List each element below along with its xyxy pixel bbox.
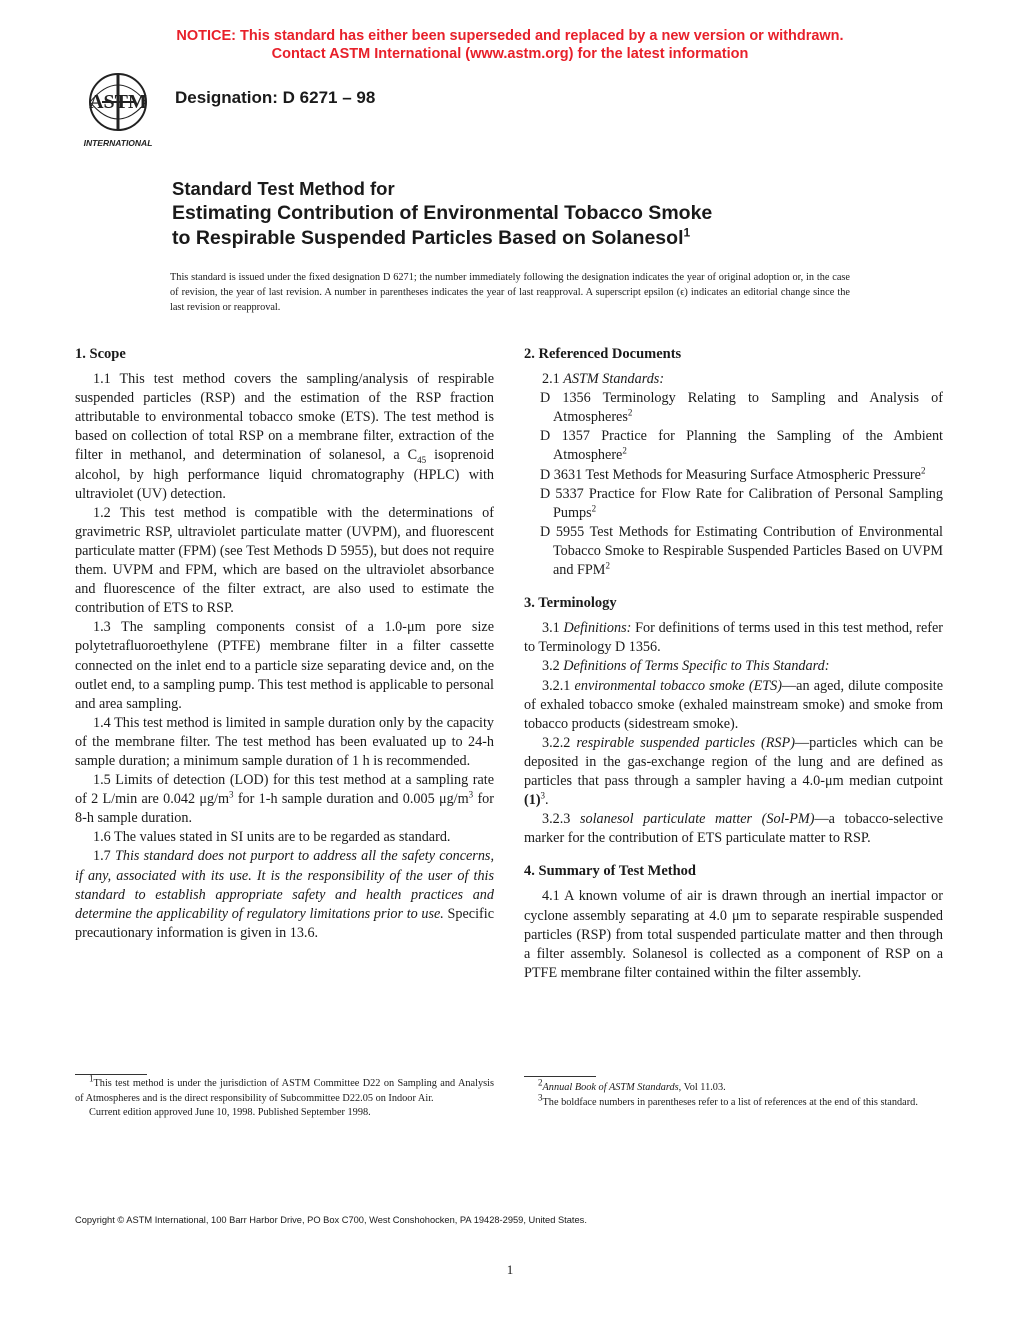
document-title xyxy=(172,176,892,251)
footnote-rule xyxy=(75,1074,147,1075)
title-footnote-mark: 1 xyxy=(683,225,691,240)
scope-1-2: 1.2 This test method is compatible with the determinations of gravimetric RSP, ultraviolet particulate matter (UVPM), and fluorescent particulate matter (FPM) (see Test Methods D 5955), but does not require them. UVPM and FPM, which are based on the ultraviolet absorbance and fluorescence of the filter extract, are also used to estimate the contribution of ETS to RSP. xyxy=(75,504,494,617)
summary-heading: 4. Summary of Test Method xyxy=(524,863,696,880)
astm-logo xyxy=(72,72,164,150)
scope-1-3: 1.3 The sampling components consist of a 1.0-μm pore size polytetrafluoroethylene (PTFE) membrane filter in a filter cassette connected on the inlet end to a particle size separating device and, on the outlet end, to a sampling pump. This test method is applicable to personal and area sampling. xyxy=(75,619,494,712)
term-3-2: 3.2 Definitions of Terms Specific to This Standard: xyxy=(542,658,830,675)
term-3-1: 3.1 Definitions: For definitions of terms used in this test method, refer to Terminology D 1356. xyxy=(524,620,944,656)
title-line-1: Standard Test Method for xyxy=(172,178,395,199)
footnote-1-edition: Current edition approved June 10, 1998. Published September 1998. xyxy=(89,1107,371,1118)
terminology-heading: 3. Terminology xyxy=(524,595,617,612)
term-3-2-1: 3.2.1 environmental tobacco smoke (ETS)—an aged, dilute composite of exhaled tobacco smoke (exhaled mainstream smoke) and smoke from tobacco products (sidestream smoke). xyxy=(524,677,943,732)
ref-d5955: D 5955 Test Methods for Estimating Contribution of Environmental Tobacco Smoke to Respirable Suspended Particles Based on UVPM and FPM$^2$ xyxy=(540,523,943,579)
title-line-3: to Respirable Suspended Particles Based on Solanesol xyxy=(172,227,684,249)
term-3-2-3: 3.2.3 solanesol particulate matter (Sol-PM)—a tobacco-selective marker for the contribution of ETS particulate matter to RSP. xyxy=(524,811,944,847)
ref-d1357: D 1357 Practice for Planning the Sampling of the Ambient Atmosphere$^2$ xyxy=(540,428,943,464)
term-3-2-2: 3.2.2 respirable suspended particles (RSP)—particles which can be deposited in the gas-exchange region of the lung and are defined as particles that pass through a sampler having a 4.0-μm median cutpoint $(1)^3$. xyxy=(524,734,943,809)
logo-text: ASTM xyxy=(89,91,147,113)
scope-1-7: 1.7 This standard does not purport to address all the safety concerns, if any, associated with its use. It is the responsibility of the user of this standard to establish appropriate safety and health practices and determine the applicability of regulatory limitations prior to use. Specific precautionary information is given in 13.6. xyxy=(75,848,495,941)
footnotes-right xyxy=(524,1077,943,1110)
footnote-2: $^2$Annual Book of ASTM Standards, Vol 11.03. xyxy=(538,1077,726,1093)
scope-1-5: 1.5 Limits of detection (LOD) for this test method at a sampling rate of 2 L/min are 0.042 $\mu g/m^3$ for 1-h sample duration and 0.005 $\mu g/m^3$ for 8-h sample duration. xyxy=(75,772,495,827)
logo-subtext: INTERNATIONAL xyxy=(83,138,153,148)
intro-paragraph: This standard is issued under the fixed designation D 6271; the number immediately following the designation indicates the year of original adoption or, in the case of revision, the year of last revision. A number in parentheses indicates the year of last reapproval. A superscript epsilon (ϵ) indicates an editorial change since the last revision or reapproval. xyxy=(170,272,850,313)
designation: Designation: D 6271 – 98 xyxy=(175,88,376,107)
ref-d1356: D 1356 Terminology Relating to Sampling and Analysis of Atmospheres$^2$ xyxy=(540,390,943,426)
ref-d3631: D 3631 Test Methods for Measuring Surface Atmospheric Pressure$^2$ xyxy=(540,464,926,483)
astm-standards-label: 2.1 ASTM Standards: xyxy=(542,371,665,388)
title-line-2: Estimating Contribution of Environmental Tobacco Smoke xyxy=(172,202,713,224)
referenced-heading: 2. Referenced Documents xyxy=(524,346,682,362)
withdrawal-notice xyxy=(0,27,1020,63)
scope-1-1: 1.1 This test method covers the sampling/analysis of respirable suspended particles (RSP) and the estimation of the RSP fraction attributable to environmental tobacco smoke (ETS). The test method is based on collection of total RSP on a membrane filter, extraction of the filter in methanol, and determination of solanesol, a $C_{45}$ isoprenoid alcohol, by high performance liquid chromatography (HPLC) with ultraviolet (UV) detection. xyxy=(75,371,494,502)
left-column xyxy=(75,345,494,943)
ref-d5337: D 5337 Practice for Flow Rate for Calibration of Personal Sampling Pumps$^2$ xyxy=(540,485,943,521)
footnote-1: $^1$This test method is under the jurisdiction of ASTM Committee D22 on Sampling and Analysis of Atmospheres and is the direct responsibility of Subcommittee D22.05 on Indoor Air. xyxy=(75,1073,494,1104)
scope-heading: 1. Scope xyxy=(75,346,126,362)
notice-line-2: Contact ASTM International (www.astm.org) for the latest information xyxy=(271,46,749,62)
right-column xyxy=(524,345,943,983)
footnote-rule-right xyxy=(524,1076,596,1077)
scope-1-6: 1.6 The values stated in SI units are to be regarded as standard. xyxy=(93,829,451,846)
footnote-3: $^3$The boldface numbers in parentheses refer to a list of references at the end of this standard. xyxy=(538,1092,918,1108)
copyright: Copyright © ASTM International, 100 Barr Harbor Drive, PO Box C700, West Conshohocken, PA 19428-2959, United States. xyxy=(75,1215,587,1225)
scope-1-4: 1.4 This test method is limited in sample duration only by the capacity of the membrane filter. The test method has been evaluated up to 24-h sample duration; a minimum sample duration of 1 h is recommended. xyxy=(75,714,494,769)
summary-4-1: 4.1 A known volume of air is drawn through an inertial impactor or cyclone assembly separating at 4.0 μm to separate respirable suspended particles (RSP) from total suspended particulate matter and then through a filter assembly. Solanesol is collected as a component of RSP on a PTFE membrane filter contained within the filter assembly. xyxy=(524,888,943,981)
notice-line-1: NOTICE: This standard has either been superseded and replaced by a new version or withdrawn. xyxy=(176,28,844,44)
footnotes-left xyxy=(75,1074,494,1121)
page-number: 1 xyxy=(506,1262,514,1277)
